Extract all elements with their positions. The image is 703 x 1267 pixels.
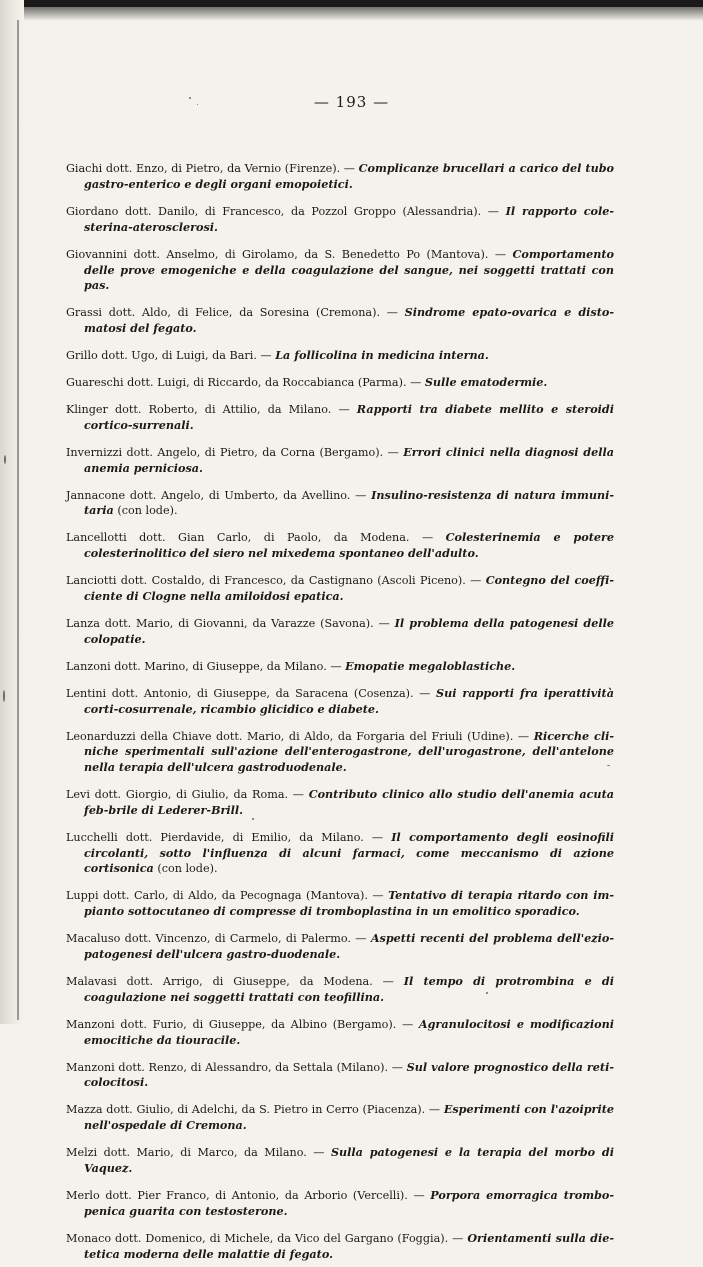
entry-author: Lancellotti dott. Gian Carlo, di Paolo, da Modena. bbox=[66, 531, 410, 545]
entry-author: Lentini dott. Antonio, di Giuseppe, da Saracena (Cosenza). bbox=[66, 686, 414, 700]
entry-title: Ricerche cli-niche sperimentali sull'azione dell'enterogastrone, dell'urogastrone, dell'antelone nella terapia dell'ulcera gastroduodenale. bbox=[84, 728, 614, 775]
entry-title: Aspetti recenti del problema dell'ezio-patogenesi dell'ulcera gastro-duodenale. bbox=[84, 931, 614, 962]
entry bbox=[66, 686, 614, 718]
entry-author: Jannacone dott. Angelo, di Umberto, da Avellino. bbox=[66, 488, 351, 502]
entry-dash: — bbox=[331, 403, 357, 417]
entry-author: Mazza dott. Giulio, di Adelchi, da S. Pietro in Cerro (Piacenza). bbox=[66, 1103, 426, 1117]
entry bbox=[66, 247, 614, 294]
entry bbox=[66, 348, 614, 364]
entry-dash: — bbox=[396, 1017, 419, 1031]
entry bbox=[66, 1188, 614, 1220]
entry-author: Levi dott. Giorgio, di Giulio, da Roma. bbox=[66, 788, 289, 802]
entry bbox=[66, 530, 614, 562]
scan-top-edge bbox=[0, 0, 703, 7]
entry-dash: — bbox=[350, 488, 372, 502]
entry-dash: — bbox=[448, 1231, 468, 1245]
entry-title: Emopatie megaloblastiche. bbox=[345, 658, 516, 673]
entry-dash: — bbox=[326, 659, 346, 673]
entry-author: Manzoni dott. Renzo, di Alessandro, da Settala (Milano). bbox=[66, 1060, 389, 1074]
entry-title: Contegno del coeffi-ciente di Clogne nella amiloidosi epatica. bbox=[84, 573, 614, 603]
entry bbox=[66, 445, 614, 477]
entry-title: Il tempo di protrombina e di coagulazione nei soggetti trattati con teofillina. bbox=[84, 974, 615, 1004]
entry-author: Guareschi dott. Luigi, di Riccardo, da Roccabianca (Parma). bbox=[66, 376, 407, 390]
scan-speck bbox=[197, 104, 198, 105]
entry bbox=[66, 931, 614, 963]
entry-author: Invernizzi dott. Angelo, di Pietro, da Corna (Bergamo). bbox=[66, 445, 384, 459]
entry-author: Melzi dott. Mario, di Marco, da Milano. bbox=[66, 1146, 307, 1160]
entry-dash: — bbox=[425, 1103, 444, 1117]
entry-title: Sindrome epato-ovarica e disto-matosi del fegato. bbox=[84, 305, 614, 336]
entry-dash: — bbox=[465, 574, 486, 588]
entry-title: Tentativo di terapia ritardo con im-pianto sottocutaneo di compresse di tromboplastina in un emolitico sporadico. bbox=[84, 888, 614, 919]
entry bbox=[66, 1145, 614, 1177]
entry-dash: — bbox=[350, 932, 371, 946]
entry-title: Contributo clinico allo studio dell'anemia acuta feb-brile di Lederer-Brill. bbox=[84, 787, 614, 817]
entry-title: Il comportamento degli eosinofili circolanti, sotto l'influenza di alcuni farmaci, come meccanismo di azione cortisonica bbox=[84, 829, 614, 876]
entry-author: Klinger dott. Roberto, di Attilio, da Milano. bbox=[66, 403, 332, 417]
entry bbox=[66, 305, 614, 337]
entry-dash: — bbox=[380, 306, 405, 320]
entry-author: Lucchelli dott. Pierdavide, di Emilio, da Milano. bbox=[66, 830, 364, 844]
entry bbox=[66, 1017, 614, 1049]
page-number: — 193 — bbox=[313, 93, 390, 111]
entry-dash: — bbox=[409, 531, 446, 545]
entry-title: Sui rapporti fra iperattività corti-cosurrenale, ricambio glicidico e diabete. bbox=[84, 685, 614, 716]
entry bbox=[66, 974, 614, 1006]
entry-dash: — bbox=[383, 445, 404, 459]
entry bbox=[66, 375, 614, 391]
entry-dash: — bbox=[488, 247, 513, 261]
entry-author: Monaco dott. Domenico, di Michele, da Vico del Gargano (Foggia). bbox=[66, 1231, 449, 1245]
entry bbox=[66, 1102, 614, 1134]
scan-speck bbox=[4, 455, 6, 464]
scan-speck bbox=[3, 690, 5, 702]
entry-title: Insulino-resistenza di natura immuni-taria bbox=[84, 487, 614, 518]
entry-dash: — bbox=[340, 162, 359, 176]
entry-author: Grassi dott. Aldo, di Felice, da Soresina (Cremona). bbox=[66, 306, 381, 320]
entry-dash: — bbox=[388, 1060, 407, 1074]
entry-note: (con lode). bbox=[113, 504, 178, 518]
scan-speck bbox=[252, 818, 254, 820]
entry-author: Giovannini dott. Anselmo, di Girolamo, da S. Benedetto Po (Mantova). bbox=[66, 247, 489, 261]
entry-title: Sul valore prognostico della reti-colocitosi. bbox=[84, 1059, 614, 1090]
entry-title: Sulla patogenesi e la terapia del morbo di Vaquez. bbox=[84, 1145, 614, 1175]
entry-title: Errori clinici nella diagnosi della anemia perniciosa. bbox=[84, 444, 614, 475]
entry-title: Comportamento delle prove emogeniche e della coagulazione del sangue, nei soggetti trattati con pas. bbox=[84, 246, 614, 293]
scan-speck bbox=[486, 992, 488, 994]
entry-author: Giachi dott. Enzo, di Pietro, da Vernio (Firenze). bbox=[66, 162, 341, 176]
entry-dash: — bbox=[481, 204, 506, 218]
entry bbox=[66, 573, 614, 605]
entry bbox=[66, 1060, 614, 1092]
entry-author: Macaluso dott. Vincenzo, di Carmelo, di Palermo. bbox=[66, 932, 351, 946]
entry bbox=[66, 402, 614, 434]
entry-dash: — bbox=[513, 729, 534, 743]
entry-note: (con lode). bbox=[153, 862, 218, 876]
entry bbox=[66, 1231, 614, 1263]
scan-speck bbox=[607, 765, 610, 766]
entry bbox=[66, 161, 614, 193]
entry-dash: — bbox=[373, 616, 395, 630]
entry-dash: — bbox=[306, 1146, 331, 1160]
entry-title: Rapporti tra diabete mellito e steroidi cortico-surrenali. bbox=[84, 402, 614, 432]
entry-dash: — bbox=[407, 1188, 431, 1202]
scan-binding-line bbox=[17, 20, 19, 1020]
entry-title: Complicanze brucellari a carico del tubo gastro-enterico e degli organi emopoietici. bbox=[84, 161, 615, 191]
entry-author: Lanciotti dott. Costaldo, di Francesco, da Castignano (Ascoli Piceno). bbox=[66, 574, 466, 588]
scan-binding-edge bbox=[0, 0, 24, 1024]
entry bbox=[66, 729, 614, 776]
entry-author: Grillo dott. Ugo, di Luigi, da Bari. bbox=[66, 349, 257, 363]
entry bbox=[66, 204, 614, 236]
entry-author: Lanza dott. Mario, di Giovanni, da Varazze (Savona). bbox=[66, 616, 374, 630]
entry bbox=[66, 616, 614, 648]
entry-author: Luppi dott. Carlo, di Aldo, da Pecognaga (Mantova). bbox=[66, 889, 368, 903]
entry-title: Il rapporto cole-sterina-aterosclerosi. bbox=[84, 203, 614, 234]
entry bbox=[66, 830, 614, 877]
entry-title: Agranulocitosi e modificazioni emocitiche da tiouracile. bbox=[84, 1016, 614, 1047]
scan-top-shadow bbox=[0, 7, 703, 21]
entry-dash: — bbox=[363, 830, 392, 844]
entry-dash: — bbox=[372, 975, 404, 989]
scan-speck bbox=[189, 97, 191, 99]
entry bbox=[66, 659, 614, 675]
entry-title: Colesterinemia e potere colesterinolitico del siero nel mixedema spontaneo dell'adulto. bbox=[84, 530, 614, 561]
entry-dash: — bbox=[406, 376, 425, 390]
entry-author: Merlo dott. Pier Franco, di Antonio, da Arborio (Vercelli). bbox=[66, 1188, 408, 1202]
entry-list bbox=[66, 150, 614, 1267]
entry-author: Lanzoni dott. Marino, di Giuseppe, da Milano. bbox=[66, 659, 327, 673]
entry-title: Esperimenti con l'azoiprite nell'ospedale di Cremona. bbox=[84, 1102, 614, 1133]
entry-title: Orientamenti sulla die-tetica moderna delle malattie di fegato. bbox=[84, 1230, 614, 1261]
entry bbox=[66, 488, 614, 520]
entry bbox=[66, 888, 614, 920]
entry-title: La follicolina in medicina interna. bbox=[275, 348, 489, 363]
entry-dash: — bbox=[413, 686, 436, 700]
entry-title: Il problema della patogenesi delle colopatie. bbox=[84, 615, 614, 646]
entry-title: Porpora emorragica trombo-penica guarita con testosterone. bbox=[84, 1187, 614, 1218]
entry-author: Malavasi dott. Arrigo, di Giuseppe, da Modena. bbox=[66, 975, 373, 989]
entry-dash: — bbox=[256, 349, 276, 363]
entry-dash: — bbox=[288, 788, 309, 802]
entry-title: Sulle ematodermie. bbox=[424, 375, 548, 390]
entry bbox=[66, 787, 614, 819]
entry-author: Giordano dott. Danilo, di Francesco, da Pozzol Groppo (Alessandria). bbox=[66, 204, 482, 218]
entry-author: Manzoni dott. Furio, di Giuseppe, da Albino (Bergamo). bbox=[66, 1017, 397, 1031]
entry-dash: — bbox=[367, 889, 389, 903]
entry-author: Leonarduzzi della Chiave dott. Mario, di Aldo, da Forgaria del Friuli (Udine). bbox=[66, 729, 514, 743]
